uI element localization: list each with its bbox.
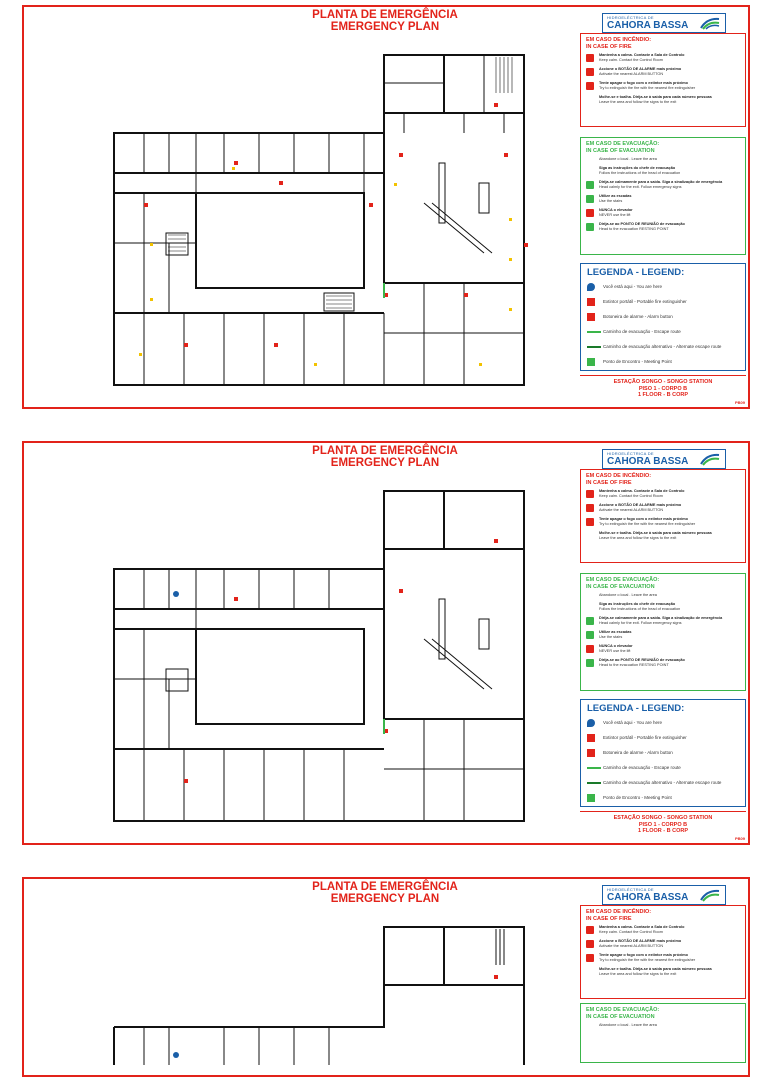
evac-item-2: Dirija-se calmamente para a saída. Siga a sinalização de emergência Head calmly for the exit. Follow emergency signs (581, 180, 745, 191)
fire-heading: EM CASO DE INCÊNDIO: IN CASE OF FIRE (586, 37, 652, 50)
arrow-right-icon (587, 782, 601, 784)
phone-icon (586, 54, 594, 62)
exit-sign-icon (586, 181, 594, 189)
brand-logo (602, 13, 726, 33)
you-are-here-marker (173, 591, 179, 597)
evac-item-4: NUNCA o elevador NEVER use the lift (581, 208, 745, 219)
evac-lead: Abandone o local . Leave the area (599, 157, 657, 161)
location-pin-icon (587, 719, 595, 727)
fire-item-3: Tente apagar o fogo com o extintor mais próximo Try to extinguish the fire with the nearest fire extinguisher (581, 81, 745, 92)
arrow-right-icon (587, 331, 601, 333)
evac-heading: EM CASO DE EVACUAÇÃO: IN CASE OF EVACUATION (586, 141, 660, 154)
alarm-button-icon (587, 749, 595, 757)
waves-icon (699, 452, 721, 466)
meeting-point-icon (587, 794, 595, 802)
fire-panel (580, 33, 746, 127)
evac-item-3: Utilize as escadas Use the stairs (581, 194, 745, 205)
meeting-point-icon (586, 659, 594, 667)
ref-code: PB09 (734, 836, 745, 841)
page-title: PLANTA DE EMERGÊNCIA EMERGENCY PLAN (312, 445, 458, 469)
phone-icon (586, 926, 594, 934)
fire-panel: EM CASO DE INCÊNDIO: IN CASE OF FIRE Mantenha a calma. Contacte a Sala de Controlo Keep calm. Contact the Control Room Accione o BOTÃO DE ALARME mais próximo Activate the nearest ALARM BUTTON Tente apagar o fogo com o extintor mais próximo Try to extinguish the fire with the nearest fire extinguisher Molhe-se e toalha. Dirija-se à saída para cada número pessoas Leave the area and follow the signs to the exit (580, 905, 746, 999)
extinguisher-icon (587, 298, 595, 306)
page-title (254, 9, 516, 33)
legend-panel: LEGENDA - LEGEND: Você está aqui - You are here Extintor portátil - Portable fire extinguisher Botoneira de alarme - Alarm button Caminho de evacuação - Escape route Caminho de evacuação alternativo - Alternate escape route Ponto de Encontro - Meeting Point (580, 699, 746, 807)
stairs-icon (586, 195, 594, 203)
evacuation-panel: EM CASO DE EVACUAÇÃO: IN CASE OF EVACUATION Abandone o local . Leave the area Siga as instruções do chefe de evacuação Follow the instructions of the head of evacuation Dirija-se calmamente para a saída. Siga a sinalização de emergência Head calmly for the exit. Follow emergency signs Utilize as escadas Use the stairs NUNCA o elevador NEVER use the lift Dirija-se ao PONTO DE REUNIÃO de evacuação Head to the evacuation RESTING POINT (580, 573, 746, 691)
title-pt: PLANTA DE EMERGÊNCIA (312, 9, 458, 21)
emergency-plan-sheet-3 (22, 877, 750, 1077)
fire-panel: EM CASO DE INCÊNDIO: IN CASE OF FIRE Mantenha a calma. Contacte a Sala de Controlo Keep calm. Contact the Control Room Accione o BOTÃO DE ALARME mais próximo Activate the nearest ALARM BUTTON Tente apagar o fogo com o extintor mais próximo Try to extinguish the fire with the nearest fire extinguisher Molhe-se e toalha. Dirija-se à saída para cada número pessoas Leave the area and follow the signs to the exit (580, 469, 746, 563)
fire-item-2: Accione o BOTÃO DE ALARME mais próximo Activate the nearest ALARM BUTTON (581, 67, 745, 78)
page-title: PLANTA DE EMERGÊNCIA EMERGENCY PLAN (312, 881, 458, 905)
station-info: ESTAÇÃO SONGO - SONGO STATION PISO 1 - CORPO B 1 FLOOR - B CORP (580, 811, 746, 835)
legend-escape-route: Caminho de evacuação - Escape route (581, 326, 745, 338)
extinguisher-icon (586, 82, 594, 90)
brand-name: CAHORA BASSA (607, 20, 689, 31)
no-lift-icon (586, 645, 594, 653)
evacuation-panel: EM CASO DE EVACUAÇÃO: IN CASE OF EVACUATION Abandone o local . Leave the area (580, 1003, 746, 1063)
arrow-right-icon (587, 767, 601, 769)
alarm-icon (586, 68, 594, 76)
evacuation-panel (580, 137, 746, 255)
brand-logo: HIDROELÉCTRICA DE CAHORA BASSA (602, 449, 726, 469)
legend-you-are-here: Você está aqui - You are here (581, 281, 745, 293)
you-are-here-marker (173, 1052, 179, 1058)
arrow-right-icon (587, 346, 601, 348)
fire-item-1: Mantenha a calma. Contacte a Sala de Controlo Keep calm. Contact the Control Room (581, 53, 745, 64)
emergency-plan-sheet-2 (22, 441, 750, 845)
title-en: EMERGENCY PLAN (330, 21, 440, 33)
meeting-point-icon (586, 223, 594, 231)
emergency-plan-sheet-1 (22, 5, 750, 409)
ref-code: PB09 (734, 400, 745, 405)
legend-meeting-point: Ponto de Encontro - Meeting Point (581, 356, 745, 368)
station-info: ESTAÇÃO SONGO - SONGO STATION PISO 1 - CORPO B 1 FLOOR - B CORP (580, 375, 746, 399)
extinguisher-icon (586, 518, 594, 526)
phone-icon (586, 490, 594, 498)
legend-panel (580, 263, 746, 371)
meeting-point-icon (587, 358, 595, 366)
legend-alarm: Botoneira de alarme - Alarm button (581, 311, 745, 323)
exit-sign-icon (586, 617, 594, 625)
fire-item-4: Molhe-se e toalha. Dirija-se à saída para cada número pessoas Leave the area and follow the signs to the exit (599, 95, 712, 104)
legend-title: LEGENDA - LEGEND: (587, 267, 685, 278)
alarm-icon (586, 504, 594, 512)
waves-icon (699, 16, 721, 30)
evac-item-1: Siga as instruções do chefe de evacuação Follow the instructions of the head of evacuation (599, 166, 681, 175)
brand-sup: HIDROELÉCTRICA DE (607, 15, 654, 20)
extinguisher-icon (587, 734, 595, 742)
location-pin-icon (587, 283, 595, 291)
floor-plan (84, 915, 534, 1065)
alarm-button-icon (587, 313, 595, 321)
floor-plan (84, 479, 534, 829)
alarm-icon (586, 940, 594, 948)
stairs-icon (586, 631, 594, 639)
legend-extinguisher: Extintor portátil - Portable fire extinguisher (581, 296, 745, 308)
brand-logo: HIDROELÉCTRICA DE CAHORA BASSA (602, 885, 726, 905)
legend-alt-route: Caminho de evacuação alternativo - Alternate escape route (581, 341, 745, 353)
no-lift-icon (586, 209, 594, 217)
extinguisher-icon (586, 954, 594, 962)
evac-item-5: Dirija-se ao PONTO DE REUNIÃO de evacuação Head to the evacuation RESTING POINT (581, 222, 745, 233)
floor-plan (84, 43, 534, 393)
waves-icon (699, 888, 721, 902)
